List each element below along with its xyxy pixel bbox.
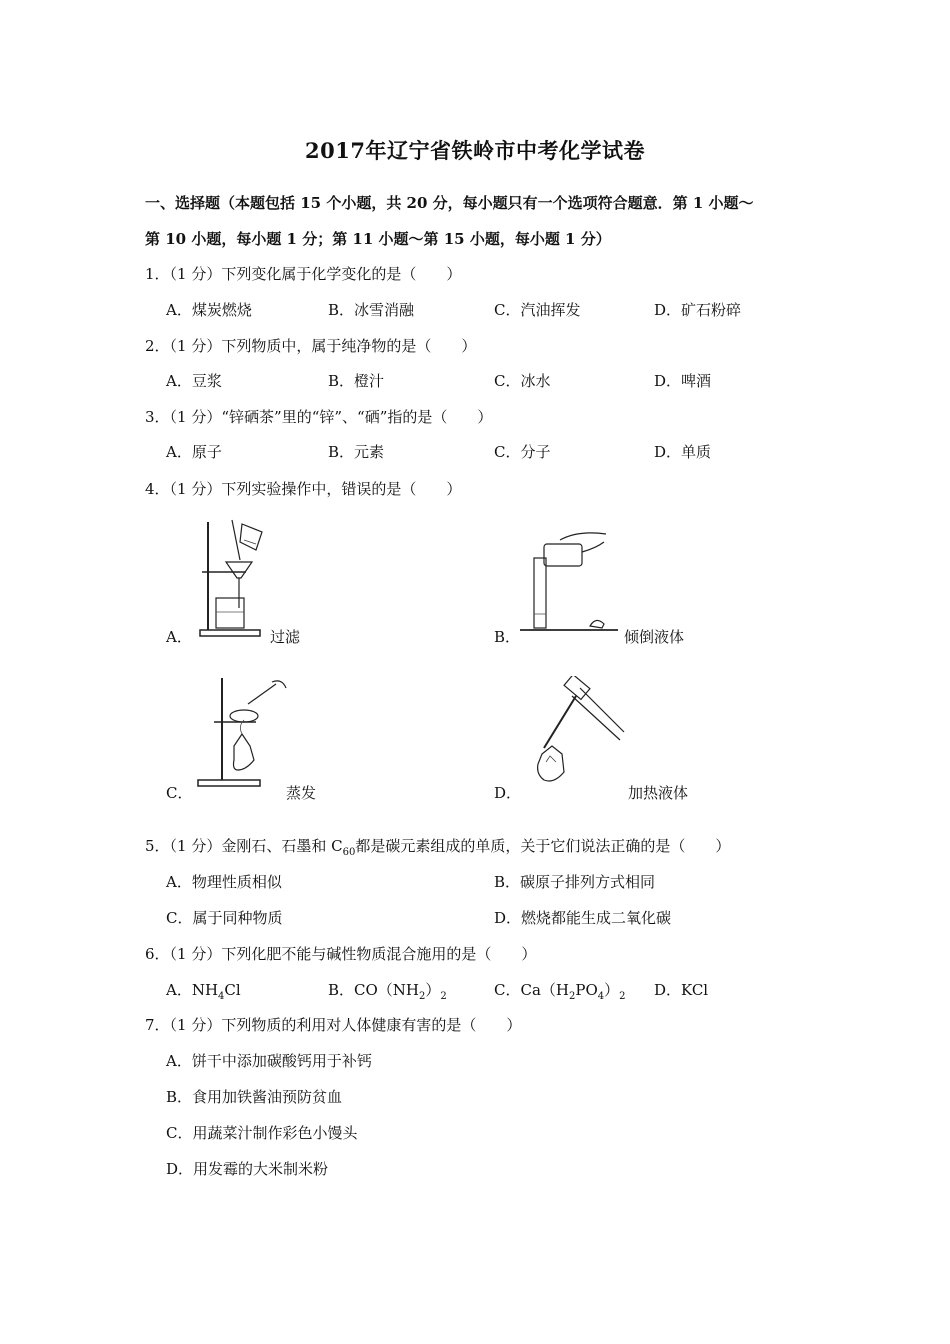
page-title: 2017年辽宁省铁岭市中考化学试卷 xyxy=(305,138,645,163)
q1-option-d[interactable]: D．矿石粉碎 xyxy=(654,301,742,319)
heating-liquid-figure xyxy=(524,676,628,794)
q4-option-a-label: 过滤 xyxy=(270,628,301,646)
question-5-stem: 5．（1 分）金刚石、石墨和 $C_{60}$都是碳元素组成的单质，关于它们说法正确的是（ ） xyxy=(145,837,731,858)
q4-option-a[interactable]: A． xyxy=(166,628,192,646)
q5-option-b[interactable]: B．碳原子排列方式相同 xyxy=(494,873,656,891)
evaporation-figure xyxy=(196,674,288,792)
q3-option-b[interactable]: B．元素 xyxy=(328,443,385,461)
q7-option-a[interactable]: A．饼干中添加碳酸钙用于补钙 xyxy=(166,1052,372,1070)
q1-option-b[interactable]: B．冰雪消融 xyxy=(328,301,415,319)
q2-option-a[interactable]: A．豆浆 xyxy=(166,372,222,390)
q2-option-c[interactable]: C．冰水 xyxy=(494,372,551,390)
section-heading-line2: 第 10 小题，每小题 1 分；第 11 小题～第 15 小题，每小题 1 分） xyxy=(145,230,611,248)
q4-option-c[interactable]: C． xyxy=(166,784,193,802)
q2-option-b[interactable]: B．橙汁 xyxy=(328,372,385,390)
question-6-stem: 6．（1 分）下列化肥不能与碱性物质混合施用的是（ ） xyxy=(145,945,537,963)
question-4-stem: 4．（1 分）下列实验操作中，错误的是（ ） xyxy=(145,480,462,498)
q3-option-c[interactable]: C．分子 xyxy=(494,443,551,461)
q7-option-d[interactable]: D．用发霉的大米制米粉 xyxy=(166,1160,329,1178)
q4-option-d[interactable]: D． xyxy=(494,784,522,802)
q3-option-d[interactable]: D．单质 xyxy=(654,443,712,461)
question-7-stem: 7．（1 分）下列物质的利用对人体健康有害的是（ ） xyxy=(145,1016,522,1034)
q6-option-a[interactable]: A．$NH_4Cl$ xyxy=(166,981,241,1002)
question-3-stem: 3．（1 分）“锌硒茶”里的“锌”、“硒”指的是（ ） xyxy=(145,408,493,426)
q2-option-d[interactable]: D．啤酒 xyxy=(654,372,712,390)
question-2-stem: 2．（1 分）下列物质中，属于纯净物的是（ ） xyxy=(145,337,477,355)
q1-option-a[interactable]: A．煤炭燃烧 xyxy=(166,301,252,319)
q5-option-d[interactable]: D．燃烧都能生成二氧化碳 xyxy=(494,909,672,927)
q4-option-b-label: 倾倒液体 xyxy=(624,628,685,646)
q7-option-b[interactable]: B．食用加铁酱油预防贫血 xyxy=(166,1088,343,1106)
section-heading-line1: 一、选择题（本题包括 15 个小题，共 20 分，每小题只有一个选项符合题意．第 1 小题～ xyxy=(145,194,754,212)
q4-option-d-label: 加热液体 xyxy=(628,784,689,802)
q5-option-a[interactable]: A．物理性质相似 xyxy=(166,873,282,891)
q7-option-c[interactable]: C．用蔬菜汁制作彩色小馒头 xyxy=(166,1124,358,1142)
q1-option-c[interactable]: C．汽油挥发 xyxy=(494,301,581,319)
pouring-liquid-figure xyxy=(520,522,620,634)
q6-option-b[interactable]: B．$CO(NH_2)_2$ xyxy=(328,981,447,1002)
filtration-figure xyxy=(196,512,276,640)
q6-option-c[interactable]: C．$Ca(H_2PO_4)_2$ xyxy=(494,981,626,1002)
q4-option-b[interactable]: B． xyxy=(494,628,521,646)
q6-option-d[interactable]: D．KCl xyxy=(654,981,709,999)
q4-option-c-label: 蒸发 xyxy=(286,784,317,802)
q3-option-a[interactable]: A．原子 xyxy=(166,443,222,461)
question-1-stem: 1．（1 分）下列变化属于化学变化的是（ ） xyxy=(145,265,462,283)
q5-option-c[interactable]: C．属于同种物质 xyxy=(166,909,283,927)
